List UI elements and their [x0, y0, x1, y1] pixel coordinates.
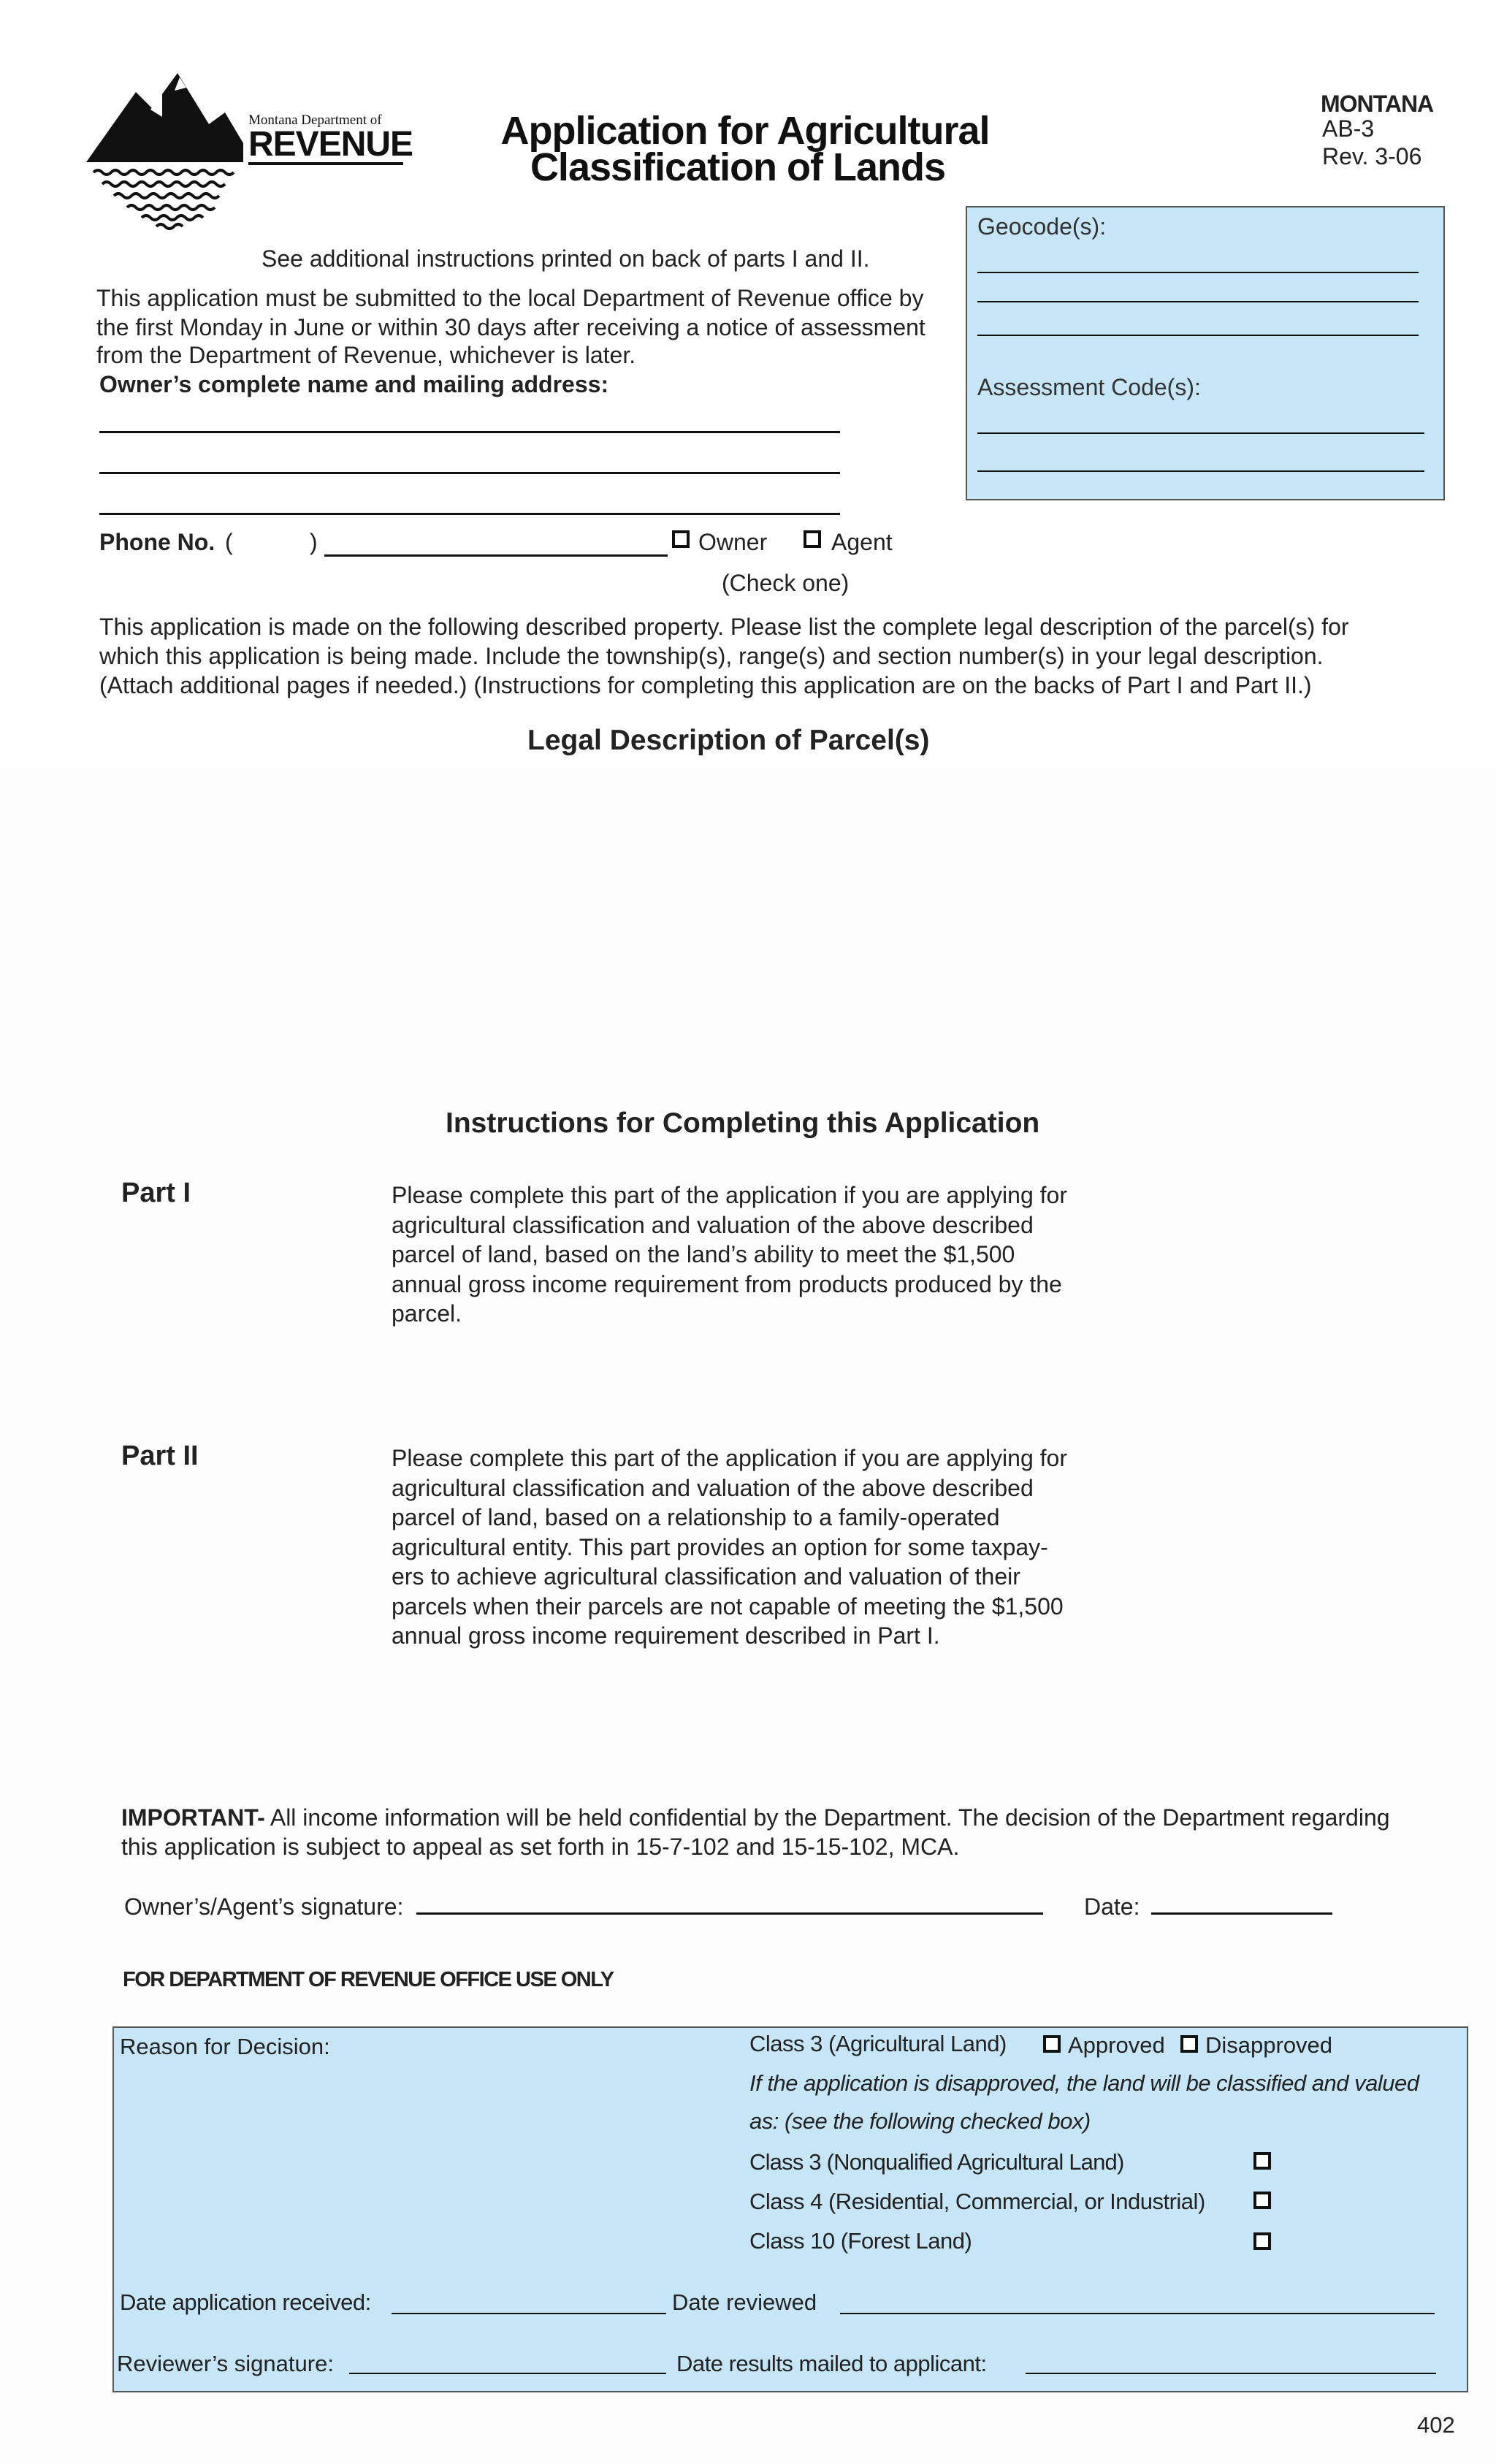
- form-revision: Rev. 3-06: [1322, 143, 1422, 169]
- owner-option-label: Owner: [698, 529, 768, 555]
- area-code-field[interactable]: [238, 530, 307, 555]
- part2-text: [392, 1443, 1122, 1651]
- part1-line: annual gross income requirement from products produced by the: [392, 1270, 1062, 1297]
- assessment-label: Assessment Code(s):: [977, 374, 1201, 400]
- owner-checkbox[interactable]: [672, 530, 690, 548]
- geocode-line-3[interactable]: [977, 335, 1419, 336]
- date-label: Date:: [1084, 1893, 1140, 1920]
- signature-line[interactable]: [416, 1912, 1043, 1915]
- class3-nonq-label: Class 3 (Nonqualified Agricultural Land): [749, 2149, 1124, 2175]
- form-title-line2: Classification of Lands: [530, 145, 946, 189]
- part2-line: agricultural classification and valuation of the above described: [392, 1474, 1034, 1501]
- agent-checkbox[interactable]: [804, 530, 821, 548]
- agency-underline: [248, 162, 403, 165]
- disapproved-label: Disapproved: [1205, 2032, 1333, 2058]
- reviewer-signature-label: Reviewer’s signature:: [117, 2351, 334, 2376]
- part2-line: parcels when their parcels are not capable of meeting the $1,500: [392, 1593, 1064, 1620]
- owner-address-label: Owner’s complete name and mailing address:: [99, 371, 609, 397]
- part1-text: [392, 1180, 1122, 1329]
- phone-label: Phone No.: [99, 529, 215, 555]
- disapproved-note-l2: as: (see the following checked box): [749, 2108, 1091, 2134]
- class3-nonq-checkbox[interactable]: [1253, 2152, 1271, 2170]
- office-use-heading: FOR DEPARTMENT OF REVENUE OFFICE USE ONLY: [123, 1968, 614, 1991]
- reason-label: Reason for Decision:: [120, 2034, 330, 2059]
- deadline-text-l2: the first Monday in June or within 30 days after receiving a notice of assessment: [96, 314, 926, 340]
- date-mailed-line[interactable]: [1026, 2373, 1436, 2374]
- assessment-line-1[interactable]: [977, 432, 1424, 434]
- part1-line: parcel.: [392, 1300, 462, 1327]
- instructions-heading: Instructions for Completing this Application: [446, 1107, 1040, 1139]
- part2-line: Please complete this part of the application if you are applying for: [392, 1445, 1067, 1471]
- page-number: 402: [1417, 2412, 1455, 2438]
- owner-address-line-3[interactable]: [99, 513, 840, 515]
- check-one-note: (Check one): [722, 570, 850, 596]
- class4-checkbox[interactable]: [1253, 2192, 1271, 2209]
- important-text-l1: [121, 1803, 1390, 1833]
- office-use-box: [112, 2026, 1468, 2392]
- geocode-line-2[interactable]: [977, 301, 1419, 302]
- assessment-line-2[interactable]: [977, 470, 1424, 472]
- part1-line: Please complete this part of the application if you are applying for: [392, 1182, 1067, 1208]
- approved-checkbox[interactable]: [1043, 2035, 1061, 2053]
- phone-paren-open: (: [225, 529, 233, 555]
- legal-description-area[interactable]: [99, 767, 1458, 1081]
- geocode-line-1[interactable]: [977, 272, 1419, 273]
- phone-paren-close: ): [310, 529, 318, 555]
- date-received-label: Date application received:: [120, 2289, 371, 2315]
- property-text-l1: This application is made on the following described property. Please list the complete legal description of the parcel(s) for: [99, 614, 1349, 640]
- part2-line: agricultural entity. This part provides an option for some taxpay-: [392, 1533, 1048, 1560]
- important-label: IMPORTANT-: [121, 1804, 265, 1831]
- part2-line: parcel of land, based on a relationship to a family-operated: [392, 1504, 1000, 1530]
- part1-line: parcel of land, based on the land’s ability to meet the $1,500: [392, 1241, 1015, 1267]
- important-text: All income information will be held confidential by the Department. The decision of the Department regarding: [264, 1804, 1390, 1831]
- form-number: AB-3: [1322, 115, 1375, 142]
- part1-line: agricultural classification and valuation of the above described: [392, 1211, 1034, 1238]
- dor-logo: [86, 70, 413, 232]
- agency-big-text: REVENUE: [248, 125, 413, 164]
- class10-label: Class 10 (Forest Land): [749, 2228, 972, 2254]
- legal-description-heading: Legal Description of Parcel(s): [527, 725, 930, 756]
- class4-label: Class 4 (Residential, Commercial, or Industrial): [749, 2189, 1205, 2214]
- part2-label: Part II: [121, 1441, 199, 1471]
- signature-label: Owner’s/Agent’s signature:: [124, 1893, 404, 1920]
- part1-label: Part I: [121, 1178, 191, 1208]
- agency-small-text: Montana Department of: [248, 112, 382, 128]
- important-text-l2: this application is subject to appeal as set forth in 15-7-102 and 15-15-102, MCA.: [121, 1834, 960, 1860]
- codes-box: [966, 206, 1445, 500]
- owner-address-line-1[interactable]: [99, 431, 840, 433]
- phone-number-line[interactable]: [324, 554, 668, 557]
- class3-ag-label: Class 3 (Agricultural Land): [749, 2031, 1007, 2056]
- date-reviewed-line[interactable]: [840, 2313, 1435, 2314]
- geocode-label: Geocode(s):: [977, 213, 1107, 240]
- date-received-line[interactable]: [392, 2313, 666, 2314]
- deadline-text-l3: from the Department of Revenue, whichever is later.: [96, 342, 636, 368]
- date-line[interactable]: [1151, 1912, 1332, 1915]
- approved-label: Approved: [1068, 2032, 1165, 2058]
- reviewer-signature-line[interactable]: [349, 2373, 666, 2374]
- deadline-text-l1: This application must be submitted to the local Department of Revenue office by: [96, 285, 924, 311]
- part2-line: annual gross income requirement described in Part I.: [392, 1622, 940, 1649]
- date-mailed-label: Date results mailed to applicant:: [676, 2351, 987, 2376]
- property-text-l3: (Attach additional pages if needed.) (Instructions for completing this application are on the backs of Part I and Part II.): [99, 672, 1312, 698]
- disapproved-checkbox[interactable]: [1180, 2035, 1198, 2053]
- owner-address-line-2[interactable]: [99, 472, 840, 474]
- date-reviewed-label: Date reviewed: [672, 2289, 817, 2315]
- class10-checkbox[interactable]: [1253, 2232, 1271, 2250]
- agent-option-label: Agent: [831, 529, 893, 555]
- reason-field[interactable]: [120, 2064, 719, 2247]
- property-text-l2: which this application is being made. Include the township(s), range(s) and section number(s) in your legal description.: [99, 643, 1324, 669]
- additional-instructions-note: See additional instructions printed on back of parts I and II.: [262, 245, 870, 272]
- part2-line: ers to achieve agricultural classification and valuation of their: [392, 1563, 1020, 1590]
- form-title-line1: Application for Agricultural: [500, 109, 990, 153]
- state-label: MONTANA: [1321, 91, 1434, 117]
- disapproved-note-l1: If the application is disapproved, the land will be classified and valued: [749, 2070, 1419, 2096]
